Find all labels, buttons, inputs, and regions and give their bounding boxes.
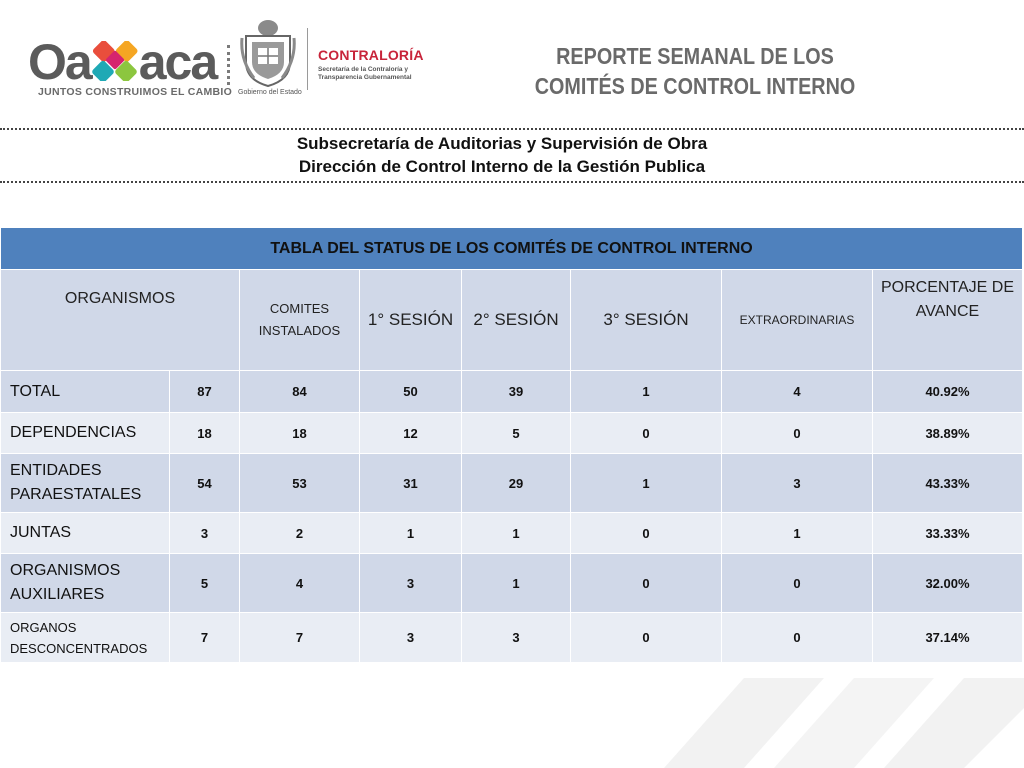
cell-total: 87	[170, 371, 240, 413]
cell-extraordinarias: 1	[722, 513, 873, 554]
report-title-line-1: REPORTE SEMANAL DE LOS	[556, 43, 834, 69]
oaxaca-x-mark-icon	[92, 40, 138, 80]
table-row-juntas	[1, 513, 1023, 554]
subheading-line-1: Subsecretaría de Auditorias y Supervisión de Obra	[296, 134, 708, 153]
contraloria-subtitle-1: Secretaría de la Contraloría y	[318, 66, 408, 73]
slogan: JUNTOS CONSTRUIMOS EL CAMBIO	[38, 86, 233, 98]
cell-sesion-1: 3	[360, 613, 462, 663]
row-name	[1, 513, 170, 554]
cell-sesion-3: 0	[571, 554, 722, 613]
gobierno-label: Gobierno del Estado	[238, 89, 302, 96]
table-row-total	[1, 371, 1023, 413]
cell-sesion-2: 39	[462, 371, 571, 413]
status-table	[0, 227, 1023, 663]
row-name-line-1: TOTAL	[10, 382, 61, 400]
cell-sesion-2: 3	[462, 613, 571, 663]
cell-extraordinarias: 4	[722, 371, 873, 413]
state-shield-icon	[240, 18, 296, 88]
header-sesion-3: 3° SESIÓN	[571, 270, 722, 371]
cell-sesion-1: 12	[360, 413, 462, 454]
header-divider	[307, 28, 308, 90]
header-extraordinarias: EXTRAORDINARIAS	[722, 270, 873, 371]
cell-sesion-2: 29	[462, 454, 571, 513]
cell-extraordinarias: 0	[722, 554, 873, 613]
cell-sesion-1: 50	[360, 371, 462, 413]
row-name-line-1: ORGANOS	[10, 619, 77, 635]
header-comites-instalados-line-1: COMITES	[269, 301, 330, 316]
contraloria-title: CONTRALORÍA	[318, 47, 424, 63]
cell-sesion-3: 1	[571, 454, 722, 513]
cell-sesion-3: 0	[571, 513, 722, 554]
table-row-organismos-auxiliares	[1, 554, 1023, 613]
table-title: TABLA DEL STATUS DE LOS COMITÉS DE CONTROL INTERNO	[1, 228, 1023, 270]
row-name-line-2: DESCONCENTRADOS	[10, 640, 148, 656]
table-row-entidades	[1, 454, 1023, 513]
row-name	[1, 371, 170, 413]
cell-instalados: 7	[240, 613, 360, 663]
cell-total: 3	[170, 513, 240, 554]
row-name-line-1: JUNTAS	[10, 524, 72, 541]
cell-porcentaje: 37.14%	[873, 613, 1023, 663]
table-row-dependencias	[1, 413, 1023, 454]
row-name	[1, 413, 170, 454]
cell-total: 54	[170, 454, 240, 513]
cell-total: 7	[170, 613, 240, 663]
bottom-dotted-rule	[0, 181, 1024, 183]
cell-sesion-1: 3	[360, 554, 462, 613]
header-comites-instalados-line-2: INSTALADOS	[258, 323, 341, 338]
cell-instalados: 18	[240, 413, 360, 454]
cell-sesion-1: 1	[360, 513, 462, 554]
header-sesion-1: 1° SESIÓN	[360, 270, 462, 371]
contraloria-logo	[318, 47, 424, 82]
cell-instalados: 53	[240, 454, 360, 513]
subheading-line-2: Dirección de Control Interno de la Gestión Publica	[298, 157, 706, 176]
row-name-line-1: ENTIDADES	[10, 462, 102, 479]
report-title-line-2: COMITÉS DE CONTROL INTERNO	[534, 73, 856, 99]
cell-porcentaje: 38.89%	[873, 413, 1023, 454]
cell-extraordinarias: 0	[722, 613, 873, 663]
cell-sesion-2: 1	[462, 513, 571, 554]
oaxaca-logo	[28, 34, 233, 98]
row-name	[1, 613, 170, 663]
cell-extraordinarias: 3	[722, 454, 873, 513]
cell-sesion-2: 1	[462, 554, 571, 613]
header-porcentaje-line-2: AVANCE	[915, 303, 980, 320]
cell-extraordinarias: 0	[722, 413, 873, 454]
report-title	[527, 41, 862, 101]
cell-sesion-1: 31	[360, 454, 462, 513]
cell-porcentaje: 32.00%	[873, 554, 1023, 613]
cell-total: 5	[170, 554, 240, 613]
header-organismos: ORGANISMOS	[1, 270, 240, 371]
header-sesion-2: 2° SESIÓN	[462, 270, 571, 371]
header-comites-instalados	[240, 270, 360, 371]
top-dotted-rule	[0, 128, 1024, 130]
header-porcentaje	[873, 270, 1023, 371]
row-name-line-2: AUXILIARES	[10, 586, 105, 603]
cell-porcentaje: 40.92%	[873, 371, 1023, 413]
row-name	[1, 454, 170, 513]
row-name	[1, 554, 170, 613]
oaxaca-wordmark: Oa aca	[28, 34, 217, 90]
row-name-line-2: PARAESTATALES	[10, 486, 142, 503]
cell-instalados: 4	[240, 554, 360, 613]
row-name-line-1: DEPENDENCIAS	[10, 424, 137, 441]
cell-sesion-3: 0	[571, 413, 722, 454]
cell-porcentaje: 33.33%	[873, 513, 1023, 554]
row-name-line-1: ORGANISMOS	[10, 562, 121, 579]
table-row-organos-desconcentrados	[1, 613, 1023, 663]
header-porcentaje-line-1: PORCENTAJE DE	[880, 279, 1015, 296]
cell-sesion-3: 1	[571, 371, 722, 413]
cell-instalados: 2	[240, 513, 360, 554]
cell-sesion-3: 0	[571, 613, 722, 663]
cell-total: 18	[170, 413, 240, 454]
logo-separator	[227, 45, 234, 85]
cell-porcentaje: 43.33%	[873, 454, 1023, 513]
cell-sesion-2: 5	[462, 413, 571, 454]
contraloria-subtitle-2: Transparencia Gubernamental	[318, 74, 412, 81]
cell-instalados: 84	[240, 371, 360, 413]
